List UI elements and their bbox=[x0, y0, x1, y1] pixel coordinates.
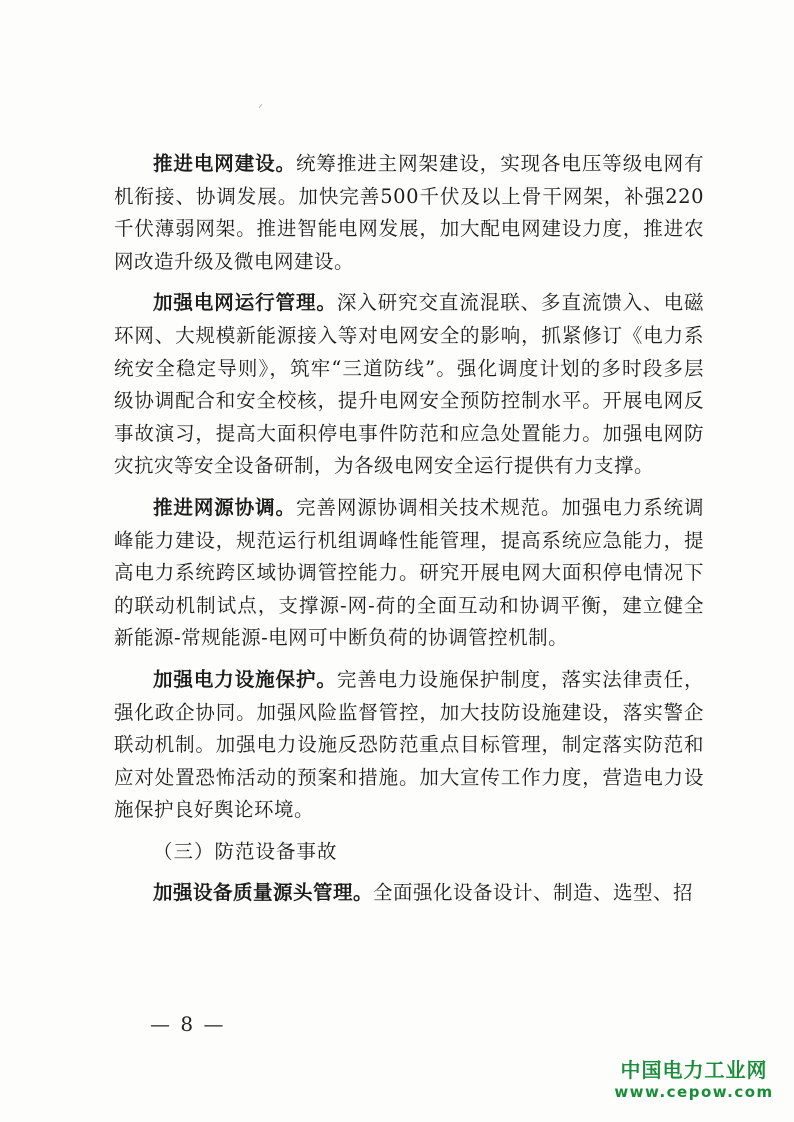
paragraph-lead: 加强设备质量源头管理。 bbox=[153, 881, 374, 905]
paragraph-text: 完善电力设施保护制度，落实法律责任，强化政企协同。加强风险监督管控，加大技防设施建设，落实警企联动机制。加强电力设施反恐防范重点目标管理，制定落实防范和应对处置恐怖活动的预案和措施。加大宣传工作力度，营造电力设施保护良好舆论环境。 bbox=[114, 667, 704, 822]
paragraph-grid-operation bbox=[114, 287, 704, 483]
paragraph-facility-protection bbox=[114, 664, 704, 827]
paragraph-text: 深入研究交直流混联、多直流馈入、电磁环网、大规模新能源接入等对电网安全的影响，抓紧修订《电力系统安全稳定导则》，筑牢“三道防线”。强化调度计划的多时段多层级协调配合和安全校核，提升电网安全预防控制水平。开展电网反事故演习，提高大面积停电事件防范和应急处置能力。加强电网防灾抗灾等安全设备研制，为各级电网安全运行提供有力支撑。 bbox=[114, 291, 704, 478]
document-body bbox=[114, 148, 704, 919]
watermark-title: 中国电力工业网 bbox=[620, 1058, 768, 1082]
paragraph-lead: 加强电力设施保护。 bbox=[153, 667, 337, 691]
paragraph-text: 统筹推进主网架建设，实现各电压等级电网有机衔接、协调发展。加快完善500千伏及以上骨干网架，补强220千伏薄弱网架。推进智能电网发展，加大配电网建设力度，推进农网改造升级及微电网建设。 bbox=[114, 152, 704, 273]
paragraph-grid-construction bbox=[114, 148, 704, 278]
page-number: — 8 — bbox=[150, 1012, 226, 1036]
watermark-url: www.cepow.com bbox=[614, 1083, 774, 1101]
paragraph-lead: 推进网源协调。 bbox=[153, 495, 296, 519]
paragraph-lead: 加强电网运行管理。 bbox=[153, 291, 337, 315]
paragraph-text: 完善网源协调相关技术规范。加强电力系统调峰能力建设，规范运行机组调峰性能管理，提高系统应急能力，提高电力系统跨区域协调管控能力。研究开展电网大面积停电情况下的联动机制试点，支撑源-网-荷的全面互动和协调平衡，建立健全新能源-常规能源-电网可中断负荷的协调管控机制。 bbox=[114, 495, 704, 650]
paragraph-lead: 推进电网建设。 bbox=[153, 152, 296, 175]
site-watermark bbox=[604, 1058, 784, 1102]
paragraph-equipment-quality bbox=[114, 877, 704, 910]
scan-mark: ⸝ bbox=[258, 99, 263, 110]
paragraph-text: 全面强化设备设计、制造、选型、招 bbox=[373, 881, 694, 905]
paragraph-grid-source-coordination bbox=[114, 492, 704, 655]
section-heading: （三）防范设备事故 bbox=[153, 839, 338, 863]
